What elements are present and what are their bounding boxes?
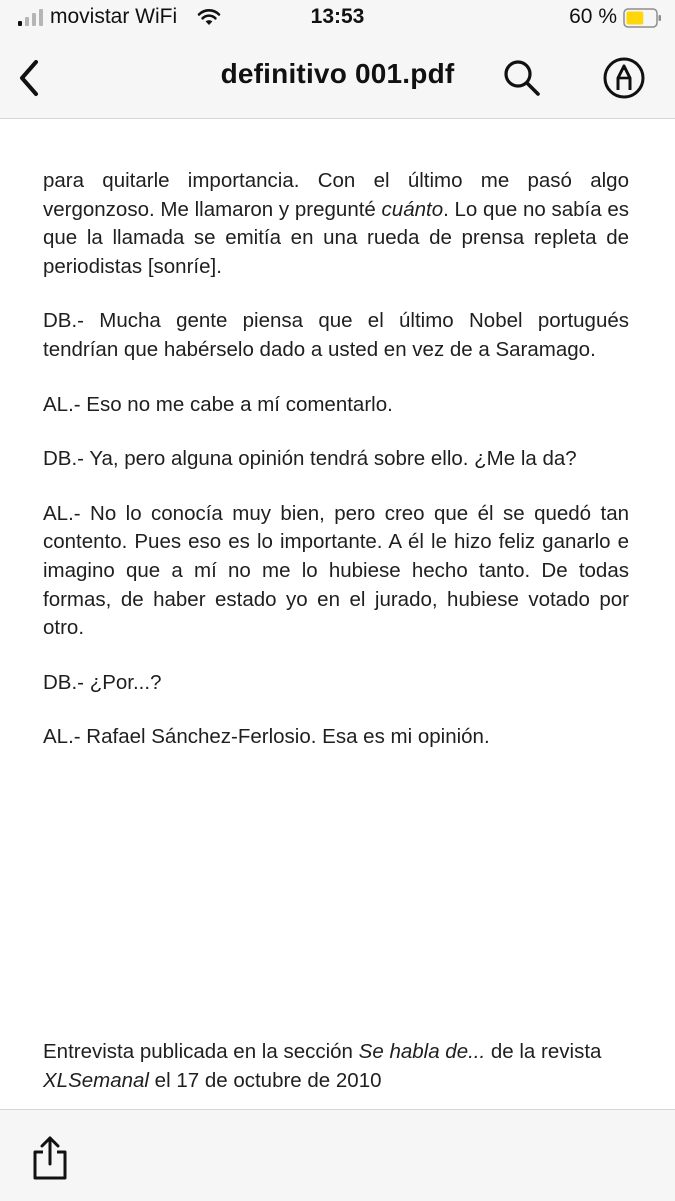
paragraph-text: para quitarle importancia. Con el último me pasó algo vergonzoso. Me llamaron y pregunté xyxy=(43,169,629,221)
search-icon xyxy=(500,56,544,100)
paragraph xyxy=(43,167,629,281)
search-button[interactable] xyxy=(500,56,544,100)
paragraph-text: . Lo que no sabía es que la llamada se emitía en una rueda de prensa repleta de periodistas [sonríe]. xyxy=(43,197,630,278)
nav-bar xyxy=(0,38,675,119)
paragraph: DB.- Ya, pero alguna opinión tendrá sobre ello. ¿Me la da? xyxy=(43,447,577,471)
share-button[interactable] xyxy=(30,1134,70,1182)
paragraph-emphasis: cuánto xyxy=(381,197,444,221)
bottom-toolbar xyxy=(0,1109,675,1201)
battery-percent: 60 % xyxy=(569,5,617,28)
page-body xyxy=(43,167,629,778)
note-text: el 17 de octubre de 2010 xyxy=(148,1068,382,1092)
document-title: definitivo 001.pdf xyxy=(220,58,455,89)
paragraph: AL.- No lo conocía muy bien, pero creo que él se quedó tan contento. Pues eso es lo importante. A él le hizo feliz ganarlo e imagino que a mí no me lo hubiese hecho tanto. De todas formas, de haber estado yo en el jurado, hubiese votado por otro. xyxy=(43,501,629,640)
markup-pen-icon xyxy=(602,56,646,100)
paragraph: AL.- Eso no me cabe a mí comentarlo. xyxy=(43,392,393,416)
carrier-name: movistar WiFi xyxy=(50,5,178,28)
paragraph: AL.- Rafael Sánchez-Ferlosio. Esa es mi opinión. xyxy=(43,725,490,749)
battery-level-fill xyxy=(627,12,644,25)
note-text: de la revista xyxy=(485,1040,602,1063)
paragraph: DB.- Mucha gente piensa que el último Nobel portugués tendrían que habérselo dado a usted en vez de a Saramago. xyxy=(43,309,629,361)
note-text: Entrevista publicada en la sección xyxy=(43,1040,359,1063)
status-time: 13:53 xyxy=(310,5,365,28)
note-magazine-name: XLSemanal xyxy=(43,1068,149,1092)
battery-icon xyxy=(623,8,663,28)
paragraph: DB.- ¿Por...? xyxy=(43,670,162,694)
note-section-name: Se habla de... xyxy=(358,1040,486,1063)
publication-note xyxy=(43,1038,629,1095)
share-icon xyxy=(30,1134,70,1182)
pdf-page[interactable] xyxy=(0,119,675,1109)
status-bar xyxy=(0,0,675,38)
markup-button[interactable] xyxy=(602,56,646,100)
